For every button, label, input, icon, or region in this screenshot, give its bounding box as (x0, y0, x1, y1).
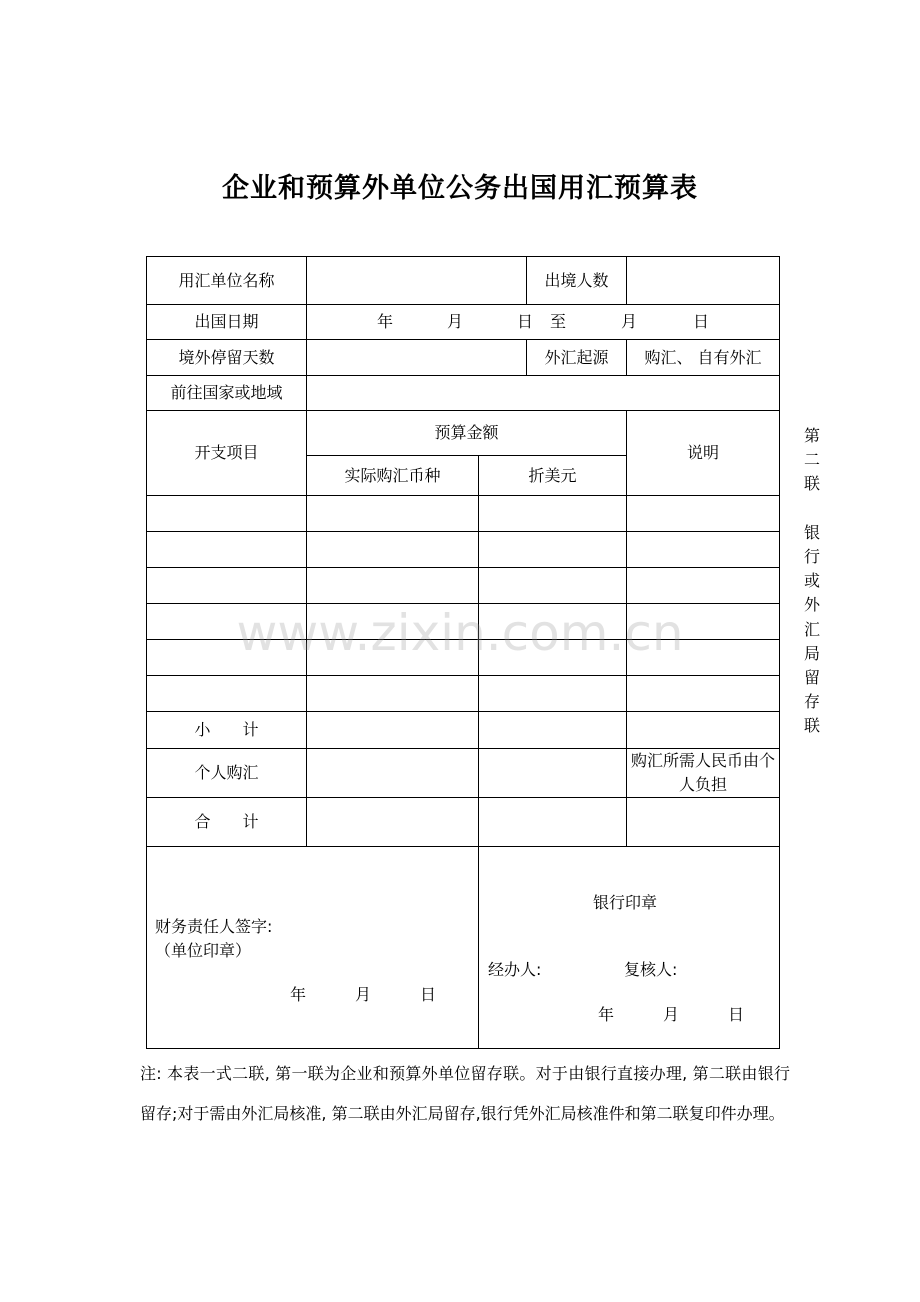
currency-cell[interactable] (307, 640, 479, 676)
personal-purchase-row (147, 749, 780, 798)
remark-header: 说明 (627, 411, 780, 496)
unit-name-input[interactable] (307, 257, 527, 305)
expense-item-cell[interactable] (147, 568, 307, 604)
usd-cell[interactable] (479, 532, 627, 568)
unit-seal-label: （单位印章） (155, 941, 252, 960)
remark-cell[interactable] (627, 568, 780, 604)
destination-label: 前往国家或地域 (147, 376, 307, 411)
finance-signature-area[interactable] (147, 847, 479, 1049)
sig-month: 月 (355, 985, 372, 1004)
usd-header: 折美元 (479, 456, 627, 496)
remark-cell[interactable] (627, 532, 780, 568)
destination-row (147, 376, 780, 411)
subtotal-label: 小 计 (147, 712, 307, 749)
side-char: 第 (803, 426, 820, 445)
stay-days-input[interactable] (307, 340, 527, 376)
stay-days-label: 境外停留天数 (147, 340, 307, 376)
personal-usd-cell[interactable] (479, 749, 627, 798)
table-row (147, 532, 780, 568)
side-char: 外 (803, 595, 820, 615)
expense-item-cell[interactable] (147, 676, 307, 712)
date-day2: 日 (692, 312, 709, 331)
currency-cell[interactable] (307, 532, 479, 568)
table-row (147, 496, 780, 532)
date-label: 出国日期 (147, 305, 307, 340)
usd-cell[interactable] (479, 604, 627, 640)
bank-year: 年 (598, 1005, 615, 1024)
currency-cell[interactable] (307, 496, 479, 532)
currency-cell[interactable] (307, 568, 479, 604)
side-char: 存 (803, 692, 820, 712)
reviewer-label: 复核人: (624, 960, 678, 979)
sig-day: 日 (420, 985, 437, 1004)
table-row (147, 640, 780, 676)
page-title: 企业和预算外单位公务出国用汇预算表 (222, 173, 698, 204)
currency-header: 实际购汇币种 (307, 456, 479, 496)
table-row (147, 676, 780, 712)
fx-source-value: 购汇、 自有外汇 (627, 340, 780, 376)
total-currency-cell[interactable] (307, 798, 479, 847)
budget-amount-header: 预算金额 (307, 411, 627, 456)
personal-purchase-note: 购汇所需人民币由个人负担 (627, 749, 780, 798)
remark-cell[interactable] (627, 496, 780, 532)
watermark: www.zixin.com.cn (236, 604, 684, 662)
bank-seal-label: 银行印章 (593, 893, 658, 912)
usd-cell[interactable] (479, 640, 627, 676)
total-remark-cell[interactable] (627, 798, 780, 847)
side-char (800, 497, 824, 521)
side-char: 或 (803, 571, 820, 591)
side-char: 行 (803, 547, 820, 567)
subtotal-usd-cell[interactable] (479, 712, 627, 749)
date-input[interactable] (307, 305, 780, 340)
side-char: 联 (803, 716, 820, 736)
date-month2: 月 (620, 312, 637, 331)
subtotal-currency-cell[interactable] (307, 712, 479, 749)
table-row (147, 604, 780, 640)
usd-cell[interactable] (479, 496, 627, 532)
total-label: 合 计 (147, 798, 307, 847)
side-char: 二 (803, 450, 820, 470)
copy-label-vertical (800, 424, 824, 739)
remark-cell[interactable] (627, 604, 780, 640)
subtotal-row (147, 712, 780, 749)
remark-cell[interactable] (627, 676, 780, 712)
currency-cell[interactable] (307, 676, 479, 712)
persons-label: 出境人数 (527, 257, 627, 305)
remark-cell[interactable] (627, 640, 780, 676)
handler-label: 经办人: (488, 960, 542, 979)
usd-cell[interactable] (479, 676, 627, 712)
side-char: 汇 (803, 619, 820, 639)
bank-day: 日 (728, 1005, 745, 1024)
expense-item-cell[interactable] (147, 532, 307, 568)
date-row (147, 305, 780, 340)
expense-item-cell[interactable] (147, 604, 307, 640)
currency-cell[interactable] (307, 604, 479, 640)
expense-item-cell[interactable] (147, 640, 307, 676)
unit-row (147, 257, 780, 305)
sig-year: 年 (290, 985, 307, 1004)
expense-item-cell[interactable] (147, 496, 307, 532)
side-char: 联 (803, 474, 820, 494)
stay-row (147, 340, 780, 376)
table-row (147, 568, 780, 604)
personal-currency-cell[interactable] (307, 749, 479, 798)
finance-sign-label: 财务责任人签字: (155, 917, 273, 936)
side-char: 银 (803, 522, 820, 542)
expense-item-header: 开支项目 (147, 411, 307, 496)
side-char: 局 (803, 643, 820, 663)
header-row-1 (147, 411, 780, 456)
date-day: 日 (516, 312, 533, 331)
destination-input[interactable] (307, 376, 780, 411)
subtotal-remark-cell[interactable] (627, 712, 780, 749)
footnote: 注: 本表一式二联, 第一联为企业和预算外单位留存联。对于由银行直接办理, 第二联由银行留存;对于需由外汇局核准, 第二联由外汇局留存,银行凭外汇局核准件和第二联复印件办理。 (140, 1064, 790, 1123)
fx-source-label: 外汇起源 (527, 340, 627, 376)
usd-cell[interactable] (479, 568, 627, 604)
date-month: 月 (446, 312, 463, 331)
unit-name-label: 用汇单位名称 (147, 257, 307, 305)
date-year: 年 (376, 312, 393, 331)
total-usd-cell[interactable] (479, 798, 627, 847)
date-to: 至 (549, 312, 566, 331)
side-char: 留 (803, 668, 820, 688)
bank-seal-area[interactable] (479, 847, 780, 1049)
bank-month: 月 (663, 1005, 680, 1024)
budget-form-table (146, 256, 780, 1049)
total-row (147, 798, 780, 847)
personal-purchase-label: 个人购汇 (147, 749, 307, 798)
signature-row (147, 847, 780, 1049)
persons-input[interactable] (627, 257, 780, 305)
